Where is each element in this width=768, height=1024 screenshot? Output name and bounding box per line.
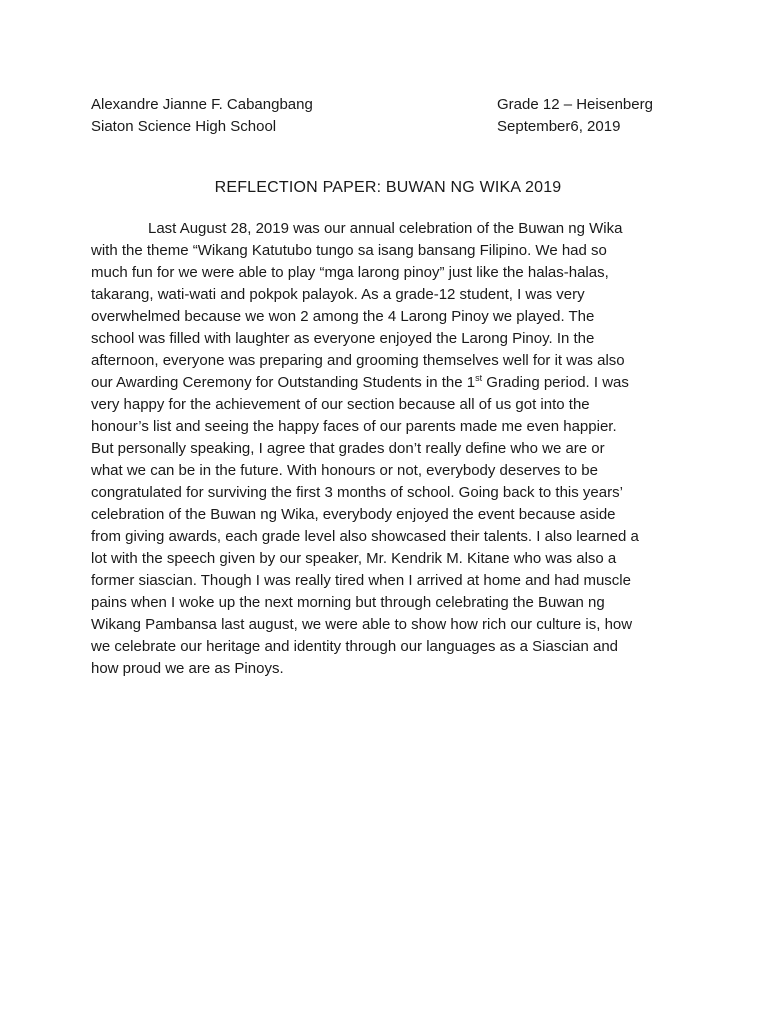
body-line: celebration of the Buwan ng Wika, everybody enjoyed the event because aside	[91, 506, 616, 523]
body-line: lot with the speech given by our speaker, Mr. Kendrik M. Kitane who was also a	[91, 550, 617, 567]
header-left-block	[91, 94, 313, 138]
body-line: Wikang Pambansa last august, we were able to show how rich our culture is, how	[91, 616, 633, 633]
body-line-part: Grading period. I was	[482, 374, 629, 391]
body-line: honour’s list and seeing the happy faces of our parents made me even happier.	[91, 418, 617, 435]
body-line: from giving awards, each grade level also showcased their talents. I also learned a	[91, 528, 639, 545]
grade-section: Grade 12 – Heisenberg	[497, 96, 653, 113]
body-line: congratulated for surviving the first 3 months of school. Going back to this years’	[91, 484, 623, 501]
body-line: much fun for we were able to play “mga larong pinoy” just like the halas-halas,	[91, 264, 609, 281]
document-title-wrap	[0, 177, 768, 199]
body-line: what we can be in the future. With honours or not, everybody deserves to be	[91, 462, 598, 479]
school-name: Siaton Science High School	[91, 118, 277, 135]
body-line: how proud we are as Pinoys.	[91, 660, 284, 677]
body-line-with-superscript	[91, 372, 691, 394]
header-right-block	[497, 94, 653, 138]
document-title: REFLECTION PAPER: BUWAN NG WIKA 2019	[214, 179, 562, 196]
document-date: September6, 2019	[497, 118, 621, 135]
body-line: afternoon, everyone was preparing and grooming themselves well for it was also	[91, 352, 625, 369]
body-line-part: our Awarding Ceremony for Outstanding Students in the 1	[91, 374, 476, 391]
body-line: with the theme “Wikang Katutubo tungo sa isang bansang Filipino. We had so	[91, 242, 607, 259]
body-line: But personally speaking, I agree that grades don’t really define who we are or	[91, 440, 605, 457]
body-line: overwhelmed because we won 2 among the 4 Larong Pinoy we played. The	[91, 308, 595, 325]
body-line: school was filled with laughter as everyone enjoyed the Larong Pinoy. In the	[91, 330, 595, 347]
body-paragraph	[91, 218, 691, 680]
ordinal-superscript: st	[475, 373, 483, 383]
body-line: takarang, wati-wati and pokpok palayok. As a grade-12 student, I was very	[91, 286, 585, 303]
author-name: Alexandre Jianne F. Cabangbang	[91, 96, 313, 113]
body-line: we celebrate our heritage and identity through our languages as a Siascian and	[91, 638, 619, 655]
body-line: pains when I woke up the next morning but through celebrating the Buwan ng	[91, 594, 605, 611]
body-line: very happy for the achievement of our section because all of us got into the	[91, 396, 590, 413]
body-line: former siascian. Though I was really tired when I arrived at home and had muscle	[91, 572, 631, 589]
body-line: Last August 28, 2019 was our annual celebration of the Buwan ng Wika	[148, 220, 623, 237]
